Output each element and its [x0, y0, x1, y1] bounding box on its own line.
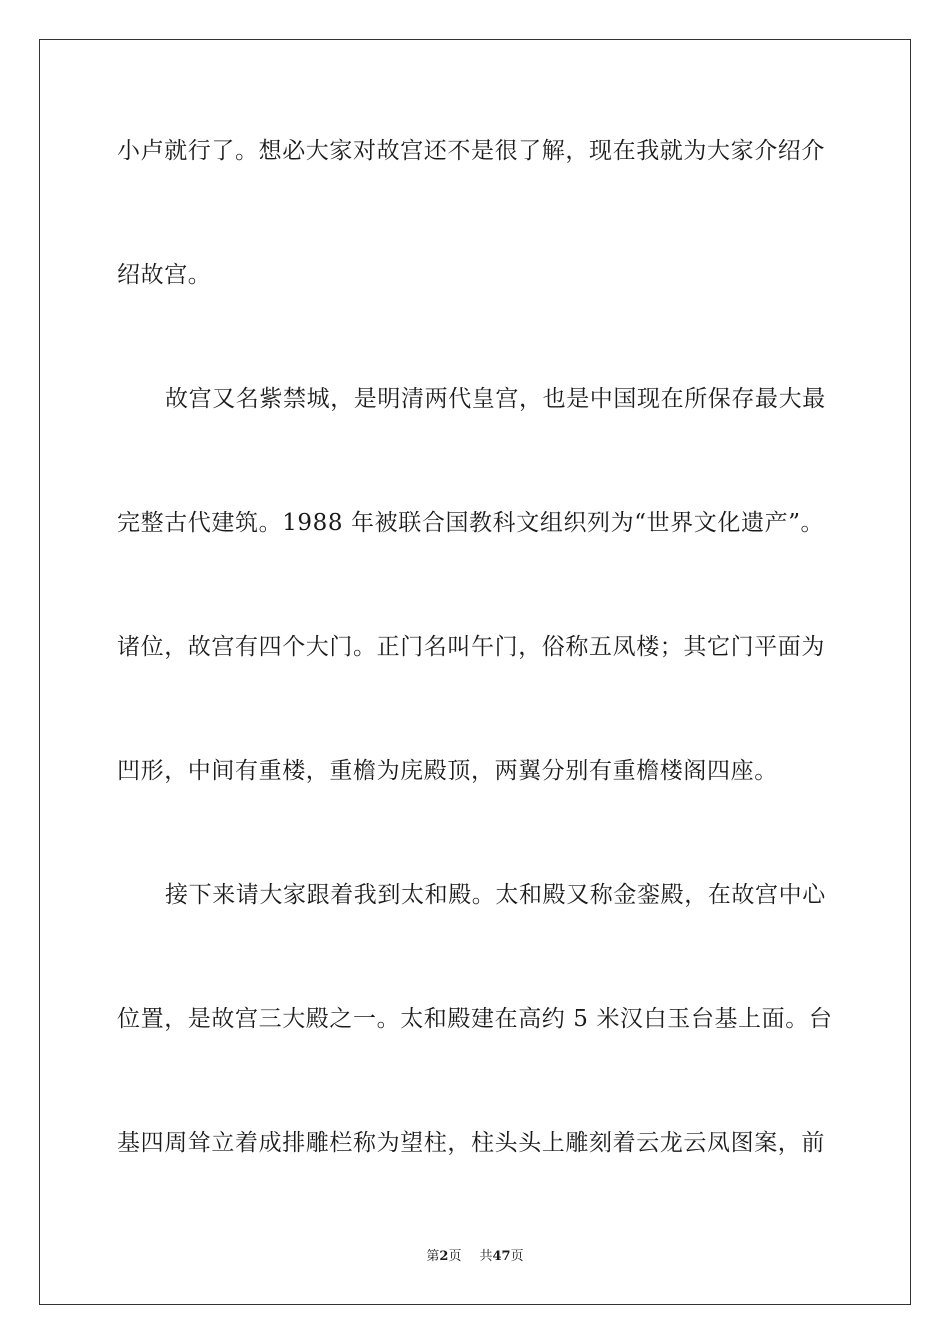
page-number: 2: [439, 1249, 449, 1264]
text-line: 基四周耸立着成排雕栏称为望柱，柱头头上雕刻着云龙云凤图案，前: [117, 1130, 825, 1156]
total-pages: 47: [492, 1249, 511, 1264]
text-line: 小卢就行了。想必大家对故宫还不是很了解，现在我就为大家介绍介: [117, 138, 825, 164]
page-footer: [0, 1249, 950, 1265]
text-line: 绍故宫。: [117, 262, 212, 288]
text-line: 凹形，中间有重楼，重檐为庑殿顶，两翼分别有重檐楼阁四座。: [117, 758, 778, 784]
total-suffix: 页: [510, 1249, 524, 1264]
text-line: 位置，是故宫三大殿之一。太和殿建在高约 5 米汉白玉台基上面。台: [117, 1006, 833, 1032]
page-border: [39, 39, 911, 1305]
paragraph-start-line: 故宫又名紫禁城，是明清两代皇宫，也是中国现在所保存最大最: [165, 386, 826, 412]
page-suffix: 页: [448, 1249, 462, 1264]
text-line: 诸位，故宫有四个大门。正门名叫午门，俗称五凤楼；其它门平面为: [117, 634, 825, 660]
text-line: 完整古代建筑。1988 年被联合国教科文组织列为“世界文化遗产”。: [117, 510, 825, 536]
page-prefix: 第: [426, 1249, 440, 1264]
paragraph-start-line: 接下来请大家跟着我到太和殿。太和殿又称金銮殿，在故宫中心: [165, 882, 826, 908]
total-prefix: 共: [479, 1249, 493, 1264]
